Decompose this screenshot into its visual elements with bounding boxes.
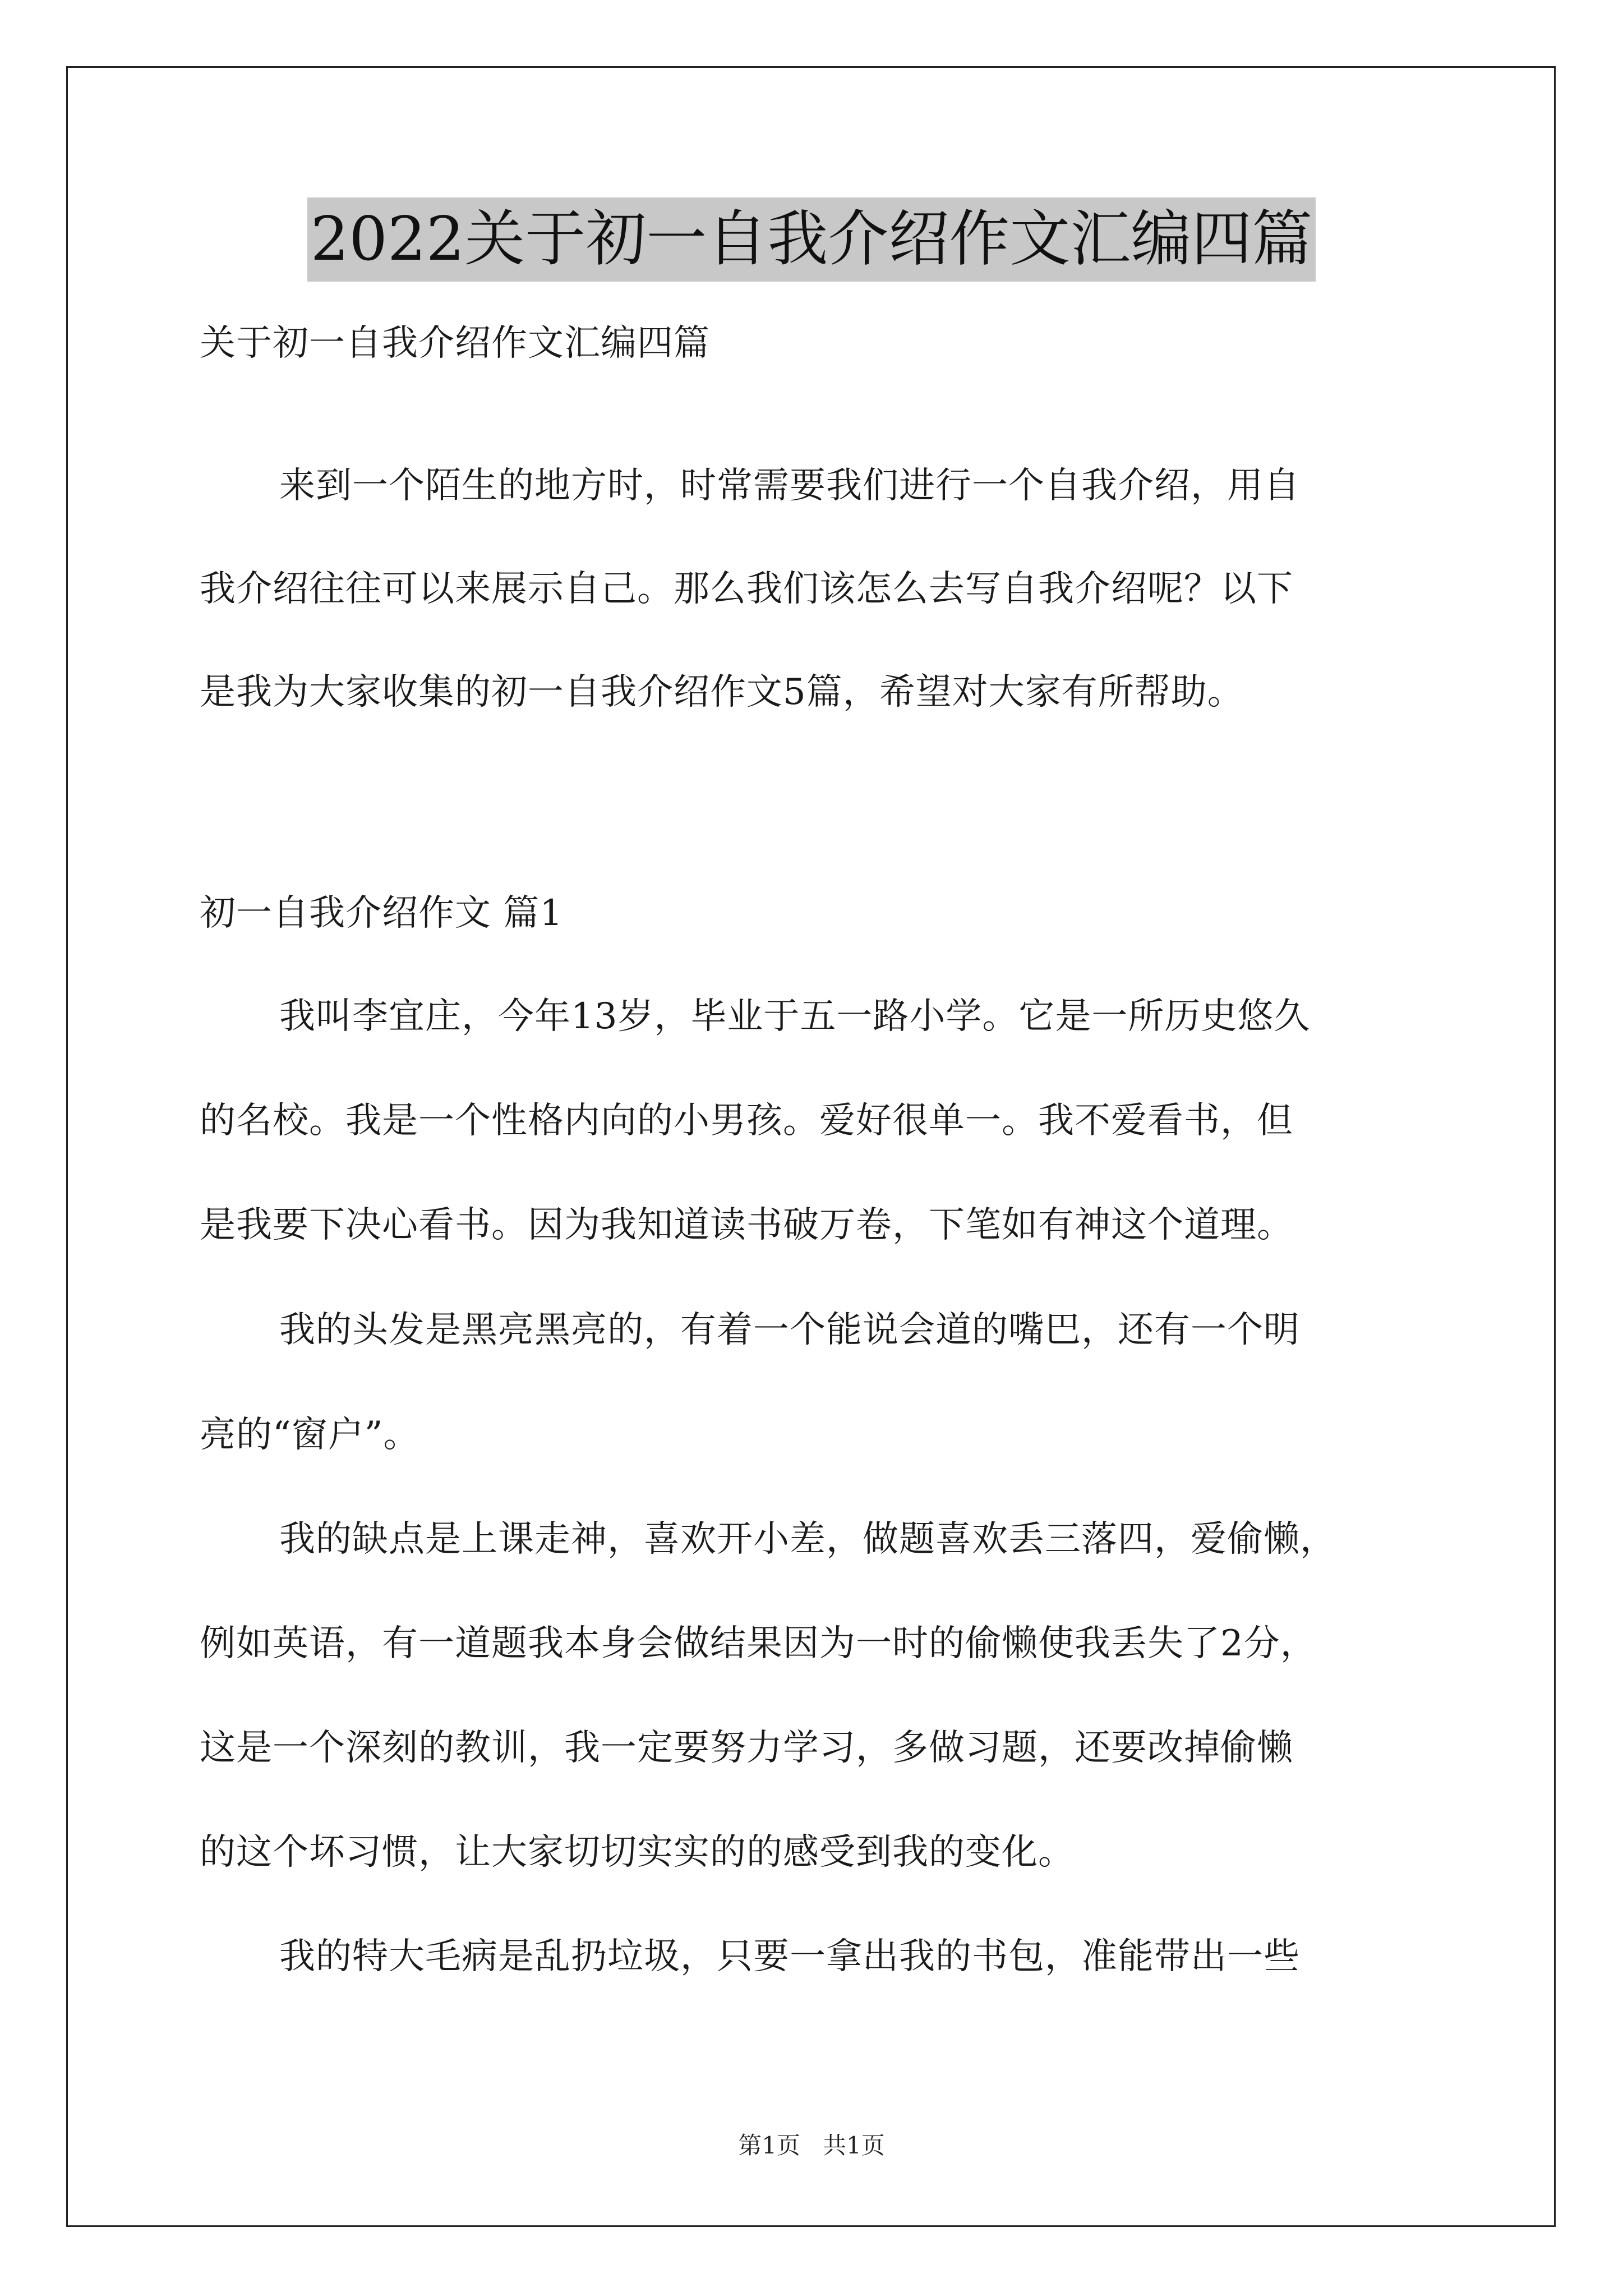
paragraph-line: 我叫李宜庄，今年13岁，毕业于五一路小学。它是一所历史悠久 — [279, 996, 1311, 1037]
page-border — [66, 66, 1556, 2227]
paragraph-line: 的这个坏习惯，让大家切切实实的的感受到我的变化。 — [200, 1832, 1075, 1873]
paragraph-line: 亮的“窗户”。 — [200, 1414, 420, 1456]
title-container — [0, 197, 1623, 282]
document-subtitle: 关于初一自我介绍作文汇编四篇 — [200, 323, 710, 364]
paragraph-line: 我的缺点是上课走神，喜欢开小差，做题喜欢丢三落四，爱偷懒， — [279, 1519, 1336, 1560]
section-heading: 初一自我介绍作文 篇1 — [200, 892, 564, 934]
page-footer: 第1页 共1页 — [738, 2132, 885, 2159]
paragraph-line: 来到一个陌生的地方时，时常需要我们进行一个自我介绍，用自 — [279, 465, 1300, 507]
paragraph-line: 这是一个深刻的教训，我一定要努力学习，多做习题，还要改掉偷懒 — [200, 1727, 1293, 1769]
document-title: 2022关于初一自我介绍作文汇编四篇 — [307, 197, 1316, 282]
paragraph-line: 我介绍往往可以来展示自己。那么我们该怎么去写自我介绍呢？以下 — [200, 568, 1293, 610]
paragraph-line: 我的头发是黑亮黑亮的，有着一个能说会道的嘴巴，还有一个明 — [279, 1309, 1300, 1351]
paragraph-line: 是我为大家收集的初一自我介绍作文5篇，希望对大家有所帮助。 — [200, 671, 1244, 713]
paragraph-line: 我的特大毛病是乱扔垃圾，只要一拿出我的书包，准能带出一些 — [279, 1936, 1300, 1977]
paragraph-line: 是我要下决心看书。因为我知道读书破万卷，下笔如有神这个道理。 — [200, 1204, 1293, 1246]
paragraph-line: 例如英语，有一道题我本身会做结果因为一时的偷懒使我丢失了2分， — [200, 1623, 1317, 1664]
paragraph-line: 的名校。我是一个性格内向的小男孩。爱好很单一。我不爱看书，但 — [200, 1100, 1293, 1142]
